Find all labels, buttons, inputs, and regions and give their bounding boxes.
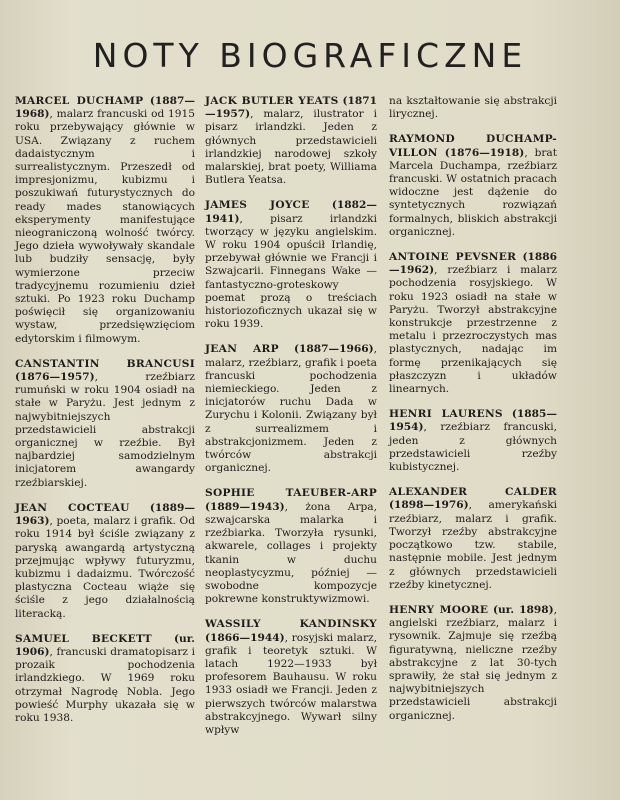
bio-text: , malarz francuski od 1915 roku przebywający głównie w USA. Związany z ruchem dadaistycznym i surrealistycznym. Przeszedł od impresjonizmu, kubizmu i poszukiwań futurystycznych do ready mades stanowiących eksperymenty manifestujące nieograniczoną wolność twórcy. Jego dzieła wywoływały skandale lub budziły sensację, były wymierzone przeciw tradycyjnemu rozumieniu dzieł sztuki. Po 1923 roku Duchamp poświęcił się organizowaniu wystaw, przedsięwzięciom edytorskim i filmowym.	[15, 108, 195, 345]
bio-text: , rzeźbiarz i malarz pochodzenia rosyjskiego. W roku 1923 osiadł na stałe w Paryżu. Tworzył abstrakcyjne konstrukcje przestrzenne z metalu i przezroczystych mas plastycznych, nadając im formę przenikających się płaszczyzn i układów linearnych.	[389, 264, 557, 396]
bio-entry	[389, 251, 557, 396]
artist-name: ANTOINE PEVSNER	[389, 251, 517, 264]
bio-entry	[15, 95, 195, 346]
bio-text: , rzeźbiarz rumuński w roku 1904 osiadł na stałe w Paryżu. Jest jednym z najwybitniejszych przedstawicieli abstrakcji organicznej w rzeźbie. Był najbardziej samodzielnym inicjatorem awangardy rzeźbiarskiej.	[15, 371, 195, 489]
bio-entry	[205, 487, 377, 606]
artist-dates: (1886—1962)	[389, 251, 558, 277]
artist-name: HENRY MOORE	[389, 603, 489, 616]
artist-name: JACK BUTLER YEATS	[205, 95, 339, 107]
artist-name: MARCEL DUCHAMP	[15, 95, 144, 107]
bio-entry	[15, 502, 195, 621]
bio-text: , francuski dramatopisarz i prozaik pochodzenia irlandzkiego. W 1969 roku otrzymał Nagrodę Nobla. Jego powieść Murphy ukazała się w roku 1938.	[15, 645, 195, 724]
bio-entry	[389, 604, 557, 723]
artist-dates: (1876—1957)	[15, 371, 95, 384]
bio-entry	[15, 633, 195, 725]
bio-text: , amerykański rzeźbiarz, malarz i grafik. Tworzył rzeźby abstrakcyjne początkowo tzw. stabile, następnie mobile. Jest jednym z głównych przedstawicieli rzeźby kinetycznej.	[389, 499, 557, 591]
bio-entry	[205, 95, 377, 187]
artist-dates: (ur. 1898)	[493, 603, 554, 616]
bio-text: , żona Arpa, szwajcarska malarka i rzeźbiarka. Tworzyła rysunki, akwarele, collages i projekty tkanin w duchu neoplastycyzmu, później — swobodne kompozycje pokrewne konstruktywizmowi.	[205, 500, 377, 606]
artist-dates: (1887—1966)	[294, 343, 374, 356]
bio-entry	[15, 358, 195, 490]
bio-entry	[205, 343, 377, 475]
artist-name: WASSILY KANDINSKY	[205, 618, 377, 631]
page-title: NOTY BIOGRAFICZNE	[92, 36, 528, 75]
artist-dates: (1876—1918)	[444, 146, 525, 159]
artist-dates: (1882—1941)	[205, 199, 378, 225]
bio-text: , rosyjski malarz, grafik i teoretyk sztuki. W latach 1922—1933 był profesorem Bauhausu. W roku 1933 osiadł we Francji. Jeden z pierwszych twórców malarstwa abstrakcyjnego. Wywarł silny wpływ	[205, 631, 377, 736]
artist-dates: (1866—1944)	[205, 631, 285, 644]
artist-name: RAYMOND DUCHAMP-VILLON	[389, 133, 557, 159]
artist-dates: (1885—1954)	[389, 408, 558, 434]
bio-continuation: na kształtowanie się abstrakcji lirycznej.	[389, 95, 557, 121]
bio-entry	[205, 199, 377, 331]
column-1	[15, 95, 195, 737]
artist-dates: (1898—1976)	[389, 499, 469, 512]
artist-name: HENRI LAURENS	[389, 408, 503, 421]
artist-dates: (1871—1957)	[205, 95, 377, 121]
artist-dates: (1889—1963)	[15, 501, 195, 528]
artist-name: JAMES JOYCE	[205, 199, 310, 212]
artist-name: JEAN COCTEAU	[15, 501, 130, 514]
artist-name: SOPHIE TAEUBER-ARP	[205, 487, 377, 500]
artist-name: CANSTANTIN BRANCUSI	[15, 357, 195, 370]
artist-name: SAMUEL BECKETT	[15, 632, 152, 645]
bio-text: , rzeźbiarz francuski, jeden z głównych przedstawicieli rzeźby kubistycznej.	[389, 421, 557, 474]
artist-name: JEAN ARP	[205, 343, 279, 356]
bio-text: , malarz, ilustrator i pisarz irlandzki. Jeden z głównych przedstawicieli irlandzkiej narodowej szkoły malarskiej, brat poety, Williama Butlera Yeatsa.	[205, 108, 377, 187]
bio-text: , pisarz irlandzki tworzący w języku angielskim. W roku 1904 opuścił Irlandię, przebywał głównie we Francji i Szwajcarii. Finnegans Wake — fantastyczno-groteskowy poemat prozą o treściach historiozoficznych ukazał się w roku 1939.	[205, 212, 377, 331]
bio-entry	[389, 408, 557, 474]
bio-text: , malarz, rzeźbiarz, grafik i poeta francuski pochodzenia niemieckiego. Jeden z inicjatorów ruchu Dada w Zurychu i Kolonii. Związany był z surrealizmem i abstrakcjonizmem. Jeden z twórców abstrakcji organicznej.	[205, 343, 377, 475]
artist-dates: (1889—1943)	[205, 500, 285, 513]
bio-entry	[389, 133, 557, 239]
artist-dates: (ur. 1906)	[15, 632, 195, 658]
bio-text: , angielski rzeźbiarz, malarz i rysownik. Zajmuje się rzeźbą figuratywną, nieliczne rzeźby abstrakcyjne z lat 30-tych sprawiły, że stał się jednym z najwybitniejszych przedstawicieli abstrakcji organicznej.	[389, 603, 557, 722]
artist-name: ALEXANDER CALDER	[389, 486, 557, 499]
artist-dates: (1887—1968)	[15, 95, 195, 121]
bio-text: , brat Marcela Duchampa, rzeźbiarz francuski. W ostatnich pracach widoczne jest dążenie do syntetycznych rozwiązań formalnych, bliskich abstrakcji organicznej.	[389, 146, 558, 238]
column-2	[205, 95, 377, 749]
bio-entry	[389, 486, 557, 592]
column-3	[389, 95, 557, 735]
bio-entry	[205, 618, 377, 737]
bio-text: , poeta, malarz i grafik. Od roku 1914 był ściśle związany z paryską awangardą artystyczną przejmując wpływy futuryzmu, kubizmu i dadaizmu. Twórczość plastyczna Cocteau wiąże się ściśle z jego działalnością literacką.	[15, 515, 195, 620]
